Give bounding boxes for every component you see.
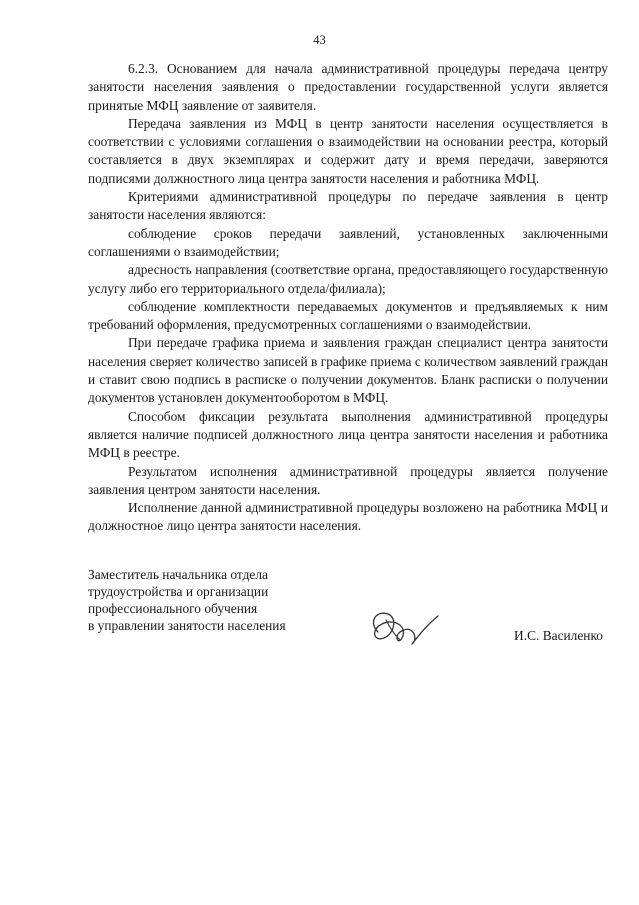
signature-block bbox=[88, 566, 608, 643]
signatory-title bbox=[88, 566, 608, 634]
criteria-item-completeness: соблюдение комплектности передаваемых документов и предъявляемых к ним требований оформления, предусмотренных соглашениями о взаимодействии. bbox=[88, 298, 608, 333]
signatory-title-line: в управлении занятости населения bbox=[88, 618, 286, 633]
paragraph-fixation: Способом фиксации результата выполнения административной процедуры является наличие подписей должностного лица центра занятости населения и работника МФЦ в реестре. bbox=[88, 408, 608, 461]
signatory-title-line: профессионального обучения bbox=[88, 601, 258, 616]
paragraph-verification: При передаче графика приема и заявления граждан специалист центра занятости населения сверяет количество записей в графике приема с количеством заявлений граждан и ставит свою подпись в расписке о получении документов. Бланк расписки о получении документов установлен документооборотом в МФЦ. bbox=[88, 335, 608, 406]
criteria-item-deadlines: соблюдение сроков передачи заявлений, установленных заключенными соглашениями о взаимодействии; bbox=[88, 225, 608, 259]
paragraph-6-2-3: 6.2.3. Основанием для начала административной процедуры передача центру занятости населения заявления о предоставлении государственной услуги является принятые МФЦ заявление от заявителя. bbox=[88, 61, 608, 113]
paragraph-responsible: Исполнение данной административной процедуры возложено на работника МФЦ и должностное лицо центра занятости населения. bbox=[88, 500, 608, 534]
signatory-title-line: Заместитель начальника отдела bbox=[88, 567, 268, 582]
signatory-title-line: трудоустройства и организации bbox=[88, 584, 269, 599]
document-body bbox=[88, 60, 608, 536]
criteria-item-addressing: адресность направления (соответствие органа, предоставляющего государственную услугу либо его территориального отдела/филиала); bbox=[88, 262, 608, 296]
page-number: 43 bbox=[313, 33, 326, 47]
signatory-name: И.С. Василенко bbox=[514, 628, 603, 643]
handwritten-signature bbox=[364, 604, 444, 654]
paragraph-criteria: Критериями административной процедуры по передаче заявления в центр занятости населения являются: bbox=[88, 189, 608, 223]
paragraph-transfer: Передача заявления из МФЦ в центр занятости населения осуществляется в соответствии с условиями соглашения о взаимодействии на основании реестра, который составляется в двух экземплярах и содержит дату и время передачи, заверяются подписями должностного лица центра занятости населения и работника МФЦ. bbox=[88, 115, 608, 186]
paragraph-result: Результатом исполнения административной процедуры является получение заявления центром занятости населения. bbox=[88, 463, 608, 497]
